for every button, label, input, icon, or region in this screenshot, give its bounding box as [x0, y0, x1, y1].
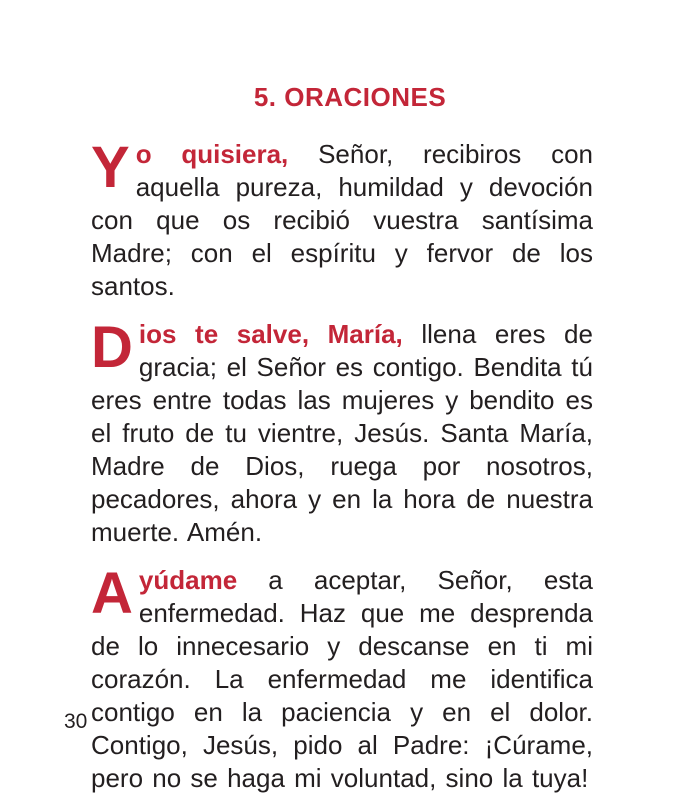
lead-in-text: ios te salve, María,	[138, 319, 403, 349]
page-title: 5. ORACIONES	[253, 82, 447, 112]
paragraph-body: a aceptar, Señor, esta enfermedad. Haz que me desprenda de lo innecesario y descanse en ti mi corazón. La enfermedad me identifica contigo en la paciencia y en el dolor. Contigo, Jesús, pido al Padre: ¡Cúrame, pero no se haga mi voluntad, sino la tuya!	[91, 565, 593, 793]
drop-cap: A	[91, 561, 133, 626]
lead-in-text: o quisiera,	[135, 139, 289, 169]
paragraph-body: Señor, recibiros con aquella pureza, humildad y devoción con que os recibió vuestra santísima Madre; con el espíritu y fervor de los santos.	[91, 139, 593, 301]
prayer-paragraph-yo-quisiera	[91, 135, 593, 303]
drop-cap: D	[91, 315, 133, 380]
lead-in-text: yúdame	[138, 565, 238, 595]
prayer-paragraph-ayudame	[91, 561, 593, 795]
paragraph-body: llena eres de gracia; el Señor es contigo. Bendita tú eres entre todas las mujeres y bendito es el fruto de tu vientre, Jesús. Santa María, Madre de Dios, ruega por nosotros, pecadores, ahora y en la hora de nuestra muerte. Amén.	[91, 319, 593, 547]
prayer-paragraph-dios-te-salve	[91, 315, 593, 549]
drop-cap: Y	[91, 135, 130, 200]
prayers-content	[91, 135, 593, 800]
page-number: 30	[64, 710, 88, 733]
